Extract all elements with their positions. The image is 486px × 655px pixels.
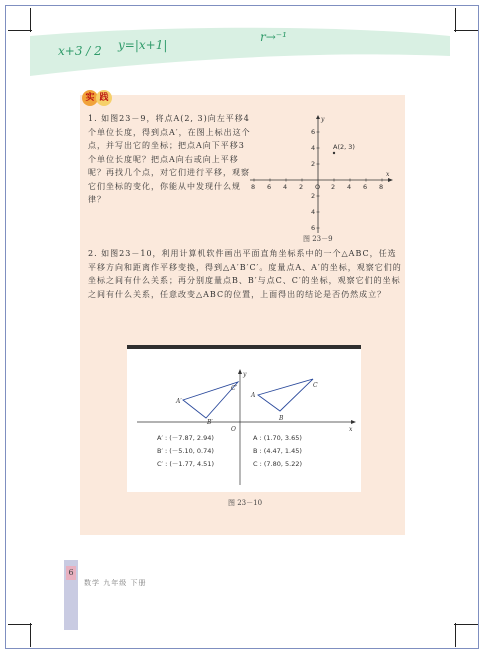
x-axis-arrow [388, 178, 393, 182]
x-tick-label: 2 [331, 183, 336, 191]
point-a [333, 152, 335, 154]
label-c1: C′ [231, 385, 237, 392]
label-a: A [251, 392, 256, 399]
y-tick-label: 6 [311, 224, 316, 232]
coord-b: B : (4.47, 1.45) [253, 447, 302, 455]
x-axis-label: x [386, 171, 390, 178]
y-axis-arrow [316, 115, 320, 119]
problem-1-text: 1. 如图23－9，将点A(2, 3)向左平移4个单位长度，得到点A′，在图上标出这个点，并写出它的坐标；把点A向下平移3个单位长度呢？把点A向右或向上平移呢？再找几个点，对它们进行平移，观察它们坐标的变化，你能从中发现什么规律？ [88, 114, 251, 204]
coord-b1: B′ : (－5.10, 0.74) [157, 447, 214, 455]
y-tick-label: 4 [311, 144, 316, 152]
crop-mark-bottom-right [454, 623, 478, 647]
crop-mark-bottom-left [8, 623, 32, 647]
triangle-abc [258, 379, 313, 411]
x-tick-label: 8 [251, 183, 256, 191]
x-tick-label: 2 [299, 183, 304, 191]
software-screenshot-23-10 [127, 345, 361, 492]
coord-c1: C′ : (－1.77, 4.51) [157, 460, 214, 468]
fig2-x-arrow [351, 420, 356, 424]
figure-23-9-caption: 图 23－9 [303, 235, 333, 243]
practice-tag-char-2: 践 [96, 90, 112, 106]
crop-mark-top-right [454, 8, 478, 32]
coord-c: C : (7.80, 5.22) [253, 460, 303, 468]
label-a1: A′ [176, 398, 182, 405]
y-tick-label: 2 [311, 192, 316, 200]
coord-a: A : (1.70, 3.65) [253, 434, 302, 442]
label-b: B [279, 415, 284, 422]
header-banner [30, 26, 450, 81]
figure-23-10-caption: 图 23－10 [228, 499, 263, 507]
fig2-origin-label: O [231, 426, 236, 433]
point-a-label: A(2, 3) [333, 143, 355, 151]
y-tick-label: 4 [311, 208, 316, 216]
label-b1: B′ [207, 419, 213, 426]
book-title: 数学 九年级 下册 [84, 579, 147, 587]
y-axis-label: y [321, 116, 325, 123]
y-tick-label: 6 [311, 128, 316, 136]
coordinate-grid-23-9 [248, 115, 393, 235]
fig2-y-label: y [243, 371, 247, 378]
x-tick-label: 4 [283, 183, 288, 191]
banner-fraction: x+3 / 2 [58, 44, 102, 58]
x-tick-label: 8 [379, 183, 384, 191]
x-tick-label: 6 [267, 183, 272, 191]
coord-a1: A′ : (－7.87, 2.94) [157, 434, 214, 442]
page-number: 6 [66, 566, 76, 580]
banner-arrow-expr: r→⁻¹ [260, 30, 287, 44]
y-tick-label: 2 [311, 160, 316, 168]
label-c: C [313, 382, 318, 389]
x-tick-label: O [315, 183, 321, 191]
fig2-x-label: x [349, 426, 353, 433]
triangle-a1b1c1 [183, 382, 238, 418]
banner-equation: y=|x+1| [118, 38, 168, 52]
x-tick-label: 4 [347, 183, 352, 191]
practice-tag-char-1: 实 [82, 90, 98, 106]
practice-tag [82, 90, 122, 106]
problem-2-text: 2. 如图23－10，利用计算机软件画出平面直角坐标系中的一个△ABC，任选平移方向和距离作平移变换，得到△A′B′C′。度量点A、A′的坐标，观察它们的坐标之间有什么关系；再分别度量点B、B′与点C、C′的坐标，观察它们的坐标之间有什么关系，任意改变△ABC的位置，上面得出的结论是否仍然成立？ [88, 249, 402, 299]
x-tick-label: 6 [363, 183, 368, 191]
fig2-y-arrow [238, 369, 242, 374]
crop-mark-top-left [8, 8, 32, 32]
